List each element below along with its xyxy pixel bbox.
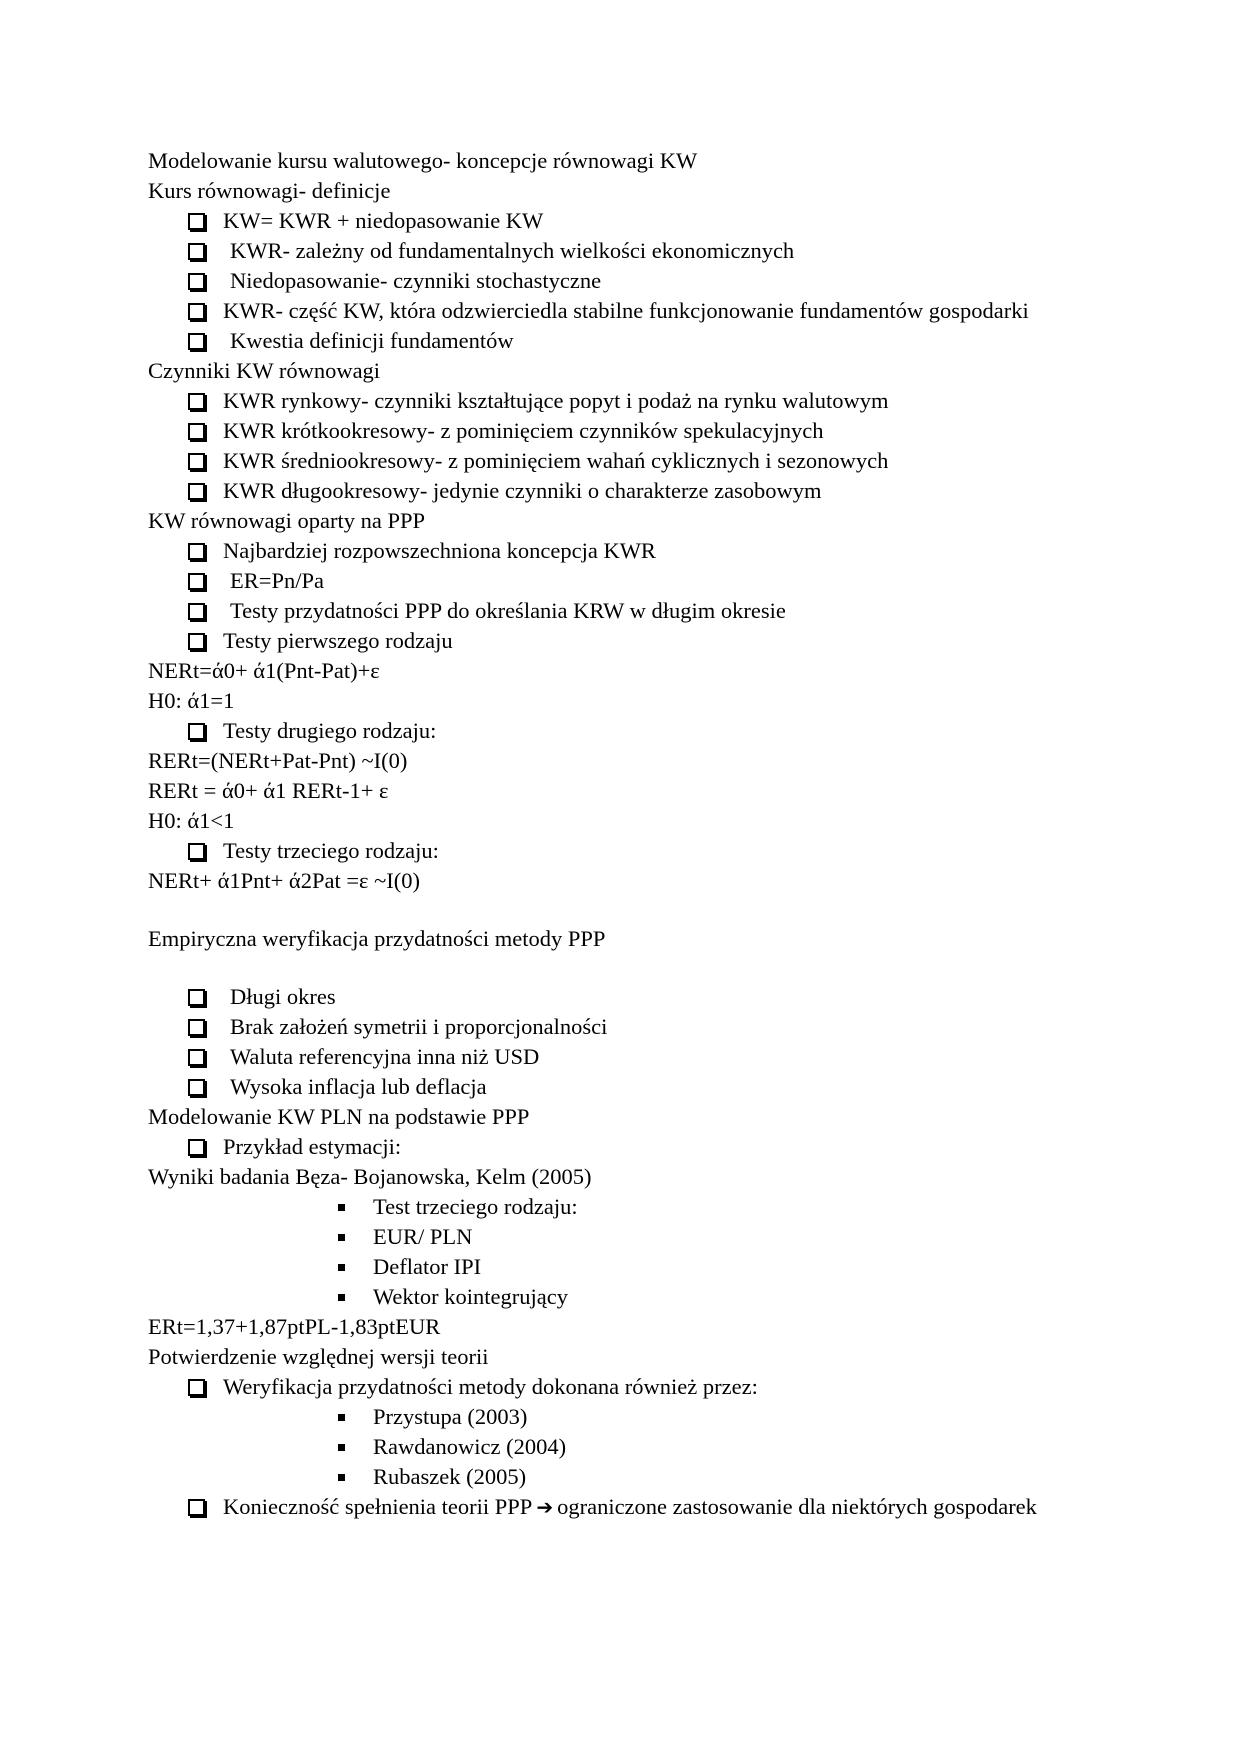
checkbox-list-item: Kwestia definicji fundamentów <box>148 326 1108 356</box>
checkbox-list-item: Testy pierwszego rodzaju <box>148 626 1108 656</box>
checkbox-list-item: KWR średniookresowy- z pominięciem wahań cyklicznych i sezonowych <box>148 446 1108 476</box>
checkbox-list-item: Brak założeń symetrii i proporcjonalności <box>148 1012 1108 1042</box>
checkbox-list-item: Waluta referencyjna inna niż USD <box>148 1042 1108 1072</box>
square-bullet-icon <box>338 1474 345 1481</box>
checkbox-icon <box>188 1139 205 1156</box>
checkbox-icon <box>188 453 205 470</box>
formula-line: RERt=(NERt+Pat-Pnt) ~I(0) <box>148 748 408 773</box>
checkbox-icon <box>188 723 205 740</box>
checkbox-icon <box>188 393 205 410</box>
bullet-list-item: Przystupa (2003) <box>148 1402 1108 1432</box>
bullet-list-item: Rubaszek (2005) <box>148 1462 1108 1492</box>
checkbox-list-item: KW= KWR + niedopasowanie KW <box>148 206 1108 236</box>
checkbox-icon <box>188 573 205 590</box>
checkbox-icon <box>188 423 205 440</box>
checkbox-list-item: KWR krótkookresowy- z pominięciem czynników spekulacyjnych <box>148 416 1108 446</box>
checkbox-list-item: KWR- część KW, która odzwierciedla stabilne funkcjonowanie fundamentów gospodarki <box>148 296 1153 326</box>
checkbox-icon <box>188 483 205 500</box>
checkbox-list-item: KWR rynkowy- czynniki kształtujące popyt i podaż na rynku walutowym <box>148 386 1108 416</box>
checkbox-list-item: Testy trzeciego rodzaju: <box>148 836 1108 866</box>
blank-line <box>148 896 1108 924</box>
checkbox-list-item: Niedopasowanie- czynniki stochastyczne <box>148 266 1108 296</box>
heading-line: Modelowanie kursu walutowego- koncepcje równowagi KW <box>148 148 698 173</box>
section-heading: Kurs równowagi- definicje <box>148 178 391 203</box>
section-heading: Modelowanie KW PLN na podstawie PPP <box>148 1104 530 1129</box>
checkbox-list-item: Konieczność spełnienia teorii PPP ➔ ograniczone zastosowanie dla niektórych gospodarek <box>148 1492 1123 1522</box>
checkbox-icon <box>188 1049 205 1066</box>
square-bullet-icon <box>338 1414 345 1421</box>
checkbox-list-item: KWR długookresowy- jedynie czynniki o charakterze zasobowym <box>148 476 1108 506</box>
checkbox-icon <box>188 213 205 230</box>
checkbox-list-item: KWR- zależny od fundamentalnych wielkości ekonomicznych <box>148 236 1108 266</box>
text-line: Wyniki badania Bęza- Bojanowska, Kelm (2005) <box>148 1164 592 1189</box>
checkbox-icon <box>188 543 205 560</box>
checkbox-icon <box>188 273 205 290</box>
bullet-list-item: Rawdanowicz (2004) <box>148 1432 1108 1462</box>
hypothesis-line: H0: ά1=1 <box>148 688 235 713</box>
checkbox-icon <box>188 843 205 860</box>
bullet-list-item: Wektor kointegrujący <box>148 1282 1108 1312</box>
square-bullet-icon <box>338 1294 345 1301</box>
checkbox-list-item: Weryfikacja przydatności metody dokonana również przez: <box>148 1372 1108 1402</box>
checkbox-list-item: Najbardziej rozpowszechniona koncepcja KWR <box>148 536 1108 566</box>
checkbox-icon <box>188 633 205 650</box>
bullet-list-item: Deflator IPI <box>148 1252 1108 1282</box>
checkbox-list-item: Wysoka inflacja lub deflacja <box>148 1072 1108 1102</box>
checkbox-list-item: Długi okres <box>148 982 1108 1012</box>
checkbox-icon <box>188 1019 205 1036</box>
formula-line: RERt = ά0+ ά1 RERt-1+ ε <box>148 778 389 803</box>
checkbox-icon <box>188 989 205 1006</box>
formula-line: NERt=ά0+ ά1(Pnt-Pat)+ε <box>148 658 380 683</box>
checkbox-icon <box>188 603 205 620</box>
checkbox-icon <box>188 1379 205 1396</box>
square-bullet-icon <box>338 1264 345 1271</box>
blank-line <box>148 954 1108 982</box>
checkbox-icon <box>188 1079 205 1096</box>
formula-line: ERt=1,37+1,87ptPL-1,83ptEUR <box>148 1314 441 1339</box>
section-heading: KW równowagi oparty na PPP <box>148 508 426 533</box>
text-line: Potwierdzenie względnej wersji teorii <box>148 1344 489 1369</box>
checkbox-list-item: Testy przydatności PPP do określania KRW w długim okresie <box>148 596 1108 626</box>
checkbox-list-item: ER=Pn/Pa <box>148 566 1108 596</box>
hypothesis-line: H0: ά1<1 <box>148 808 235 833</box>
square-bullet-icon <box>338 1444 345 1451</box>
checkbox-icon <box>188 303 205 320</box>
square-bullet-icon <box>338 1234 345 1241</box>
checkbox-icon <box>188 1499 205 1516</box>
square-bullet-icon <box>338 1204 345 1211</box>
arrow-right-icon: ➔ <box>536 1495 554 1519</box>
section-heading: Empiryczna weryfikacja przydatności metody PPP <box>148 926 606 951</box>
checkbox-list-item: Testy drugiego rodzaju: <box>148 716 1108 746</box>
checkbox-icon <box>188 333 205 350</box>
bullet-list-item: EUR/ PLN <box>148 1222 1108 1252</box>
bullet-list-item: Test trzeciego rodzaju: <box>148 1192 1108 1222</box>
checkbox-icon <box>188 243 205 260</box>
checkbox-list-item: Przykład estymacji: <box>148 1132 1108 1162</box>
formula-line: NERt+ ά1Pnt+ ά2Pat =ε ~I(0) <box>148 868 421 893</box>
section-heading: Czynniki KW równowagi <box>148 358 381 383</box>
document-body <box>148 146 1108 1522</box>
